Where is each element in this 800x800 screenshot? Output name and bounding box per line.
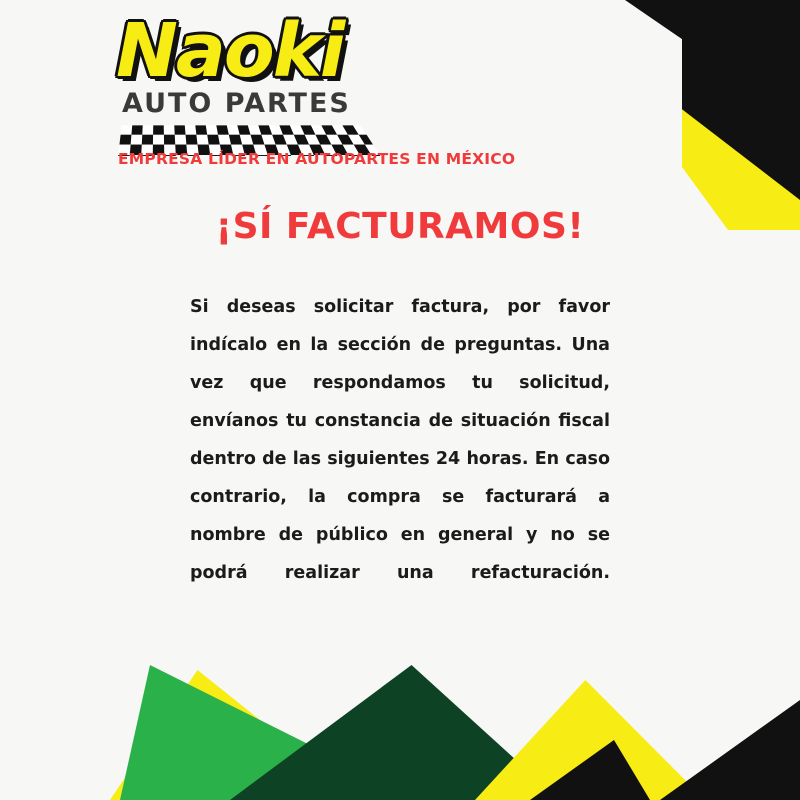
brand-logo	[116, 8, 376, 157]
brand-subtitle: AUTO PARTES	[122, 88, 351, 119]
body-paragraph: Si deseas solicitar factura, por favor indícalo en la sección de preguntas. Una vez que respondamos tu solicitud, envíanos tu constancia de situación fiscal dentro de las siguientes 24 horas. En caso contrario, la compra se facturará a nombre de público en general y no se podrá realizar una refacturación.	[190, 297, 610, 583]
page-title: ¡SÍ FACTURAMOS!	[215, 206, 585, 247]
bottom-decoration	[0, 610, 800, 800]
brand-name: Naoki	[116, 8, 344, 94]
top-right-white-arc	[472, 0, 682, 210]
brand-tagline: EMPRESA LÍDER EN AUTOPARTES EN MÉXICO	[118, 150, 516, 168]
